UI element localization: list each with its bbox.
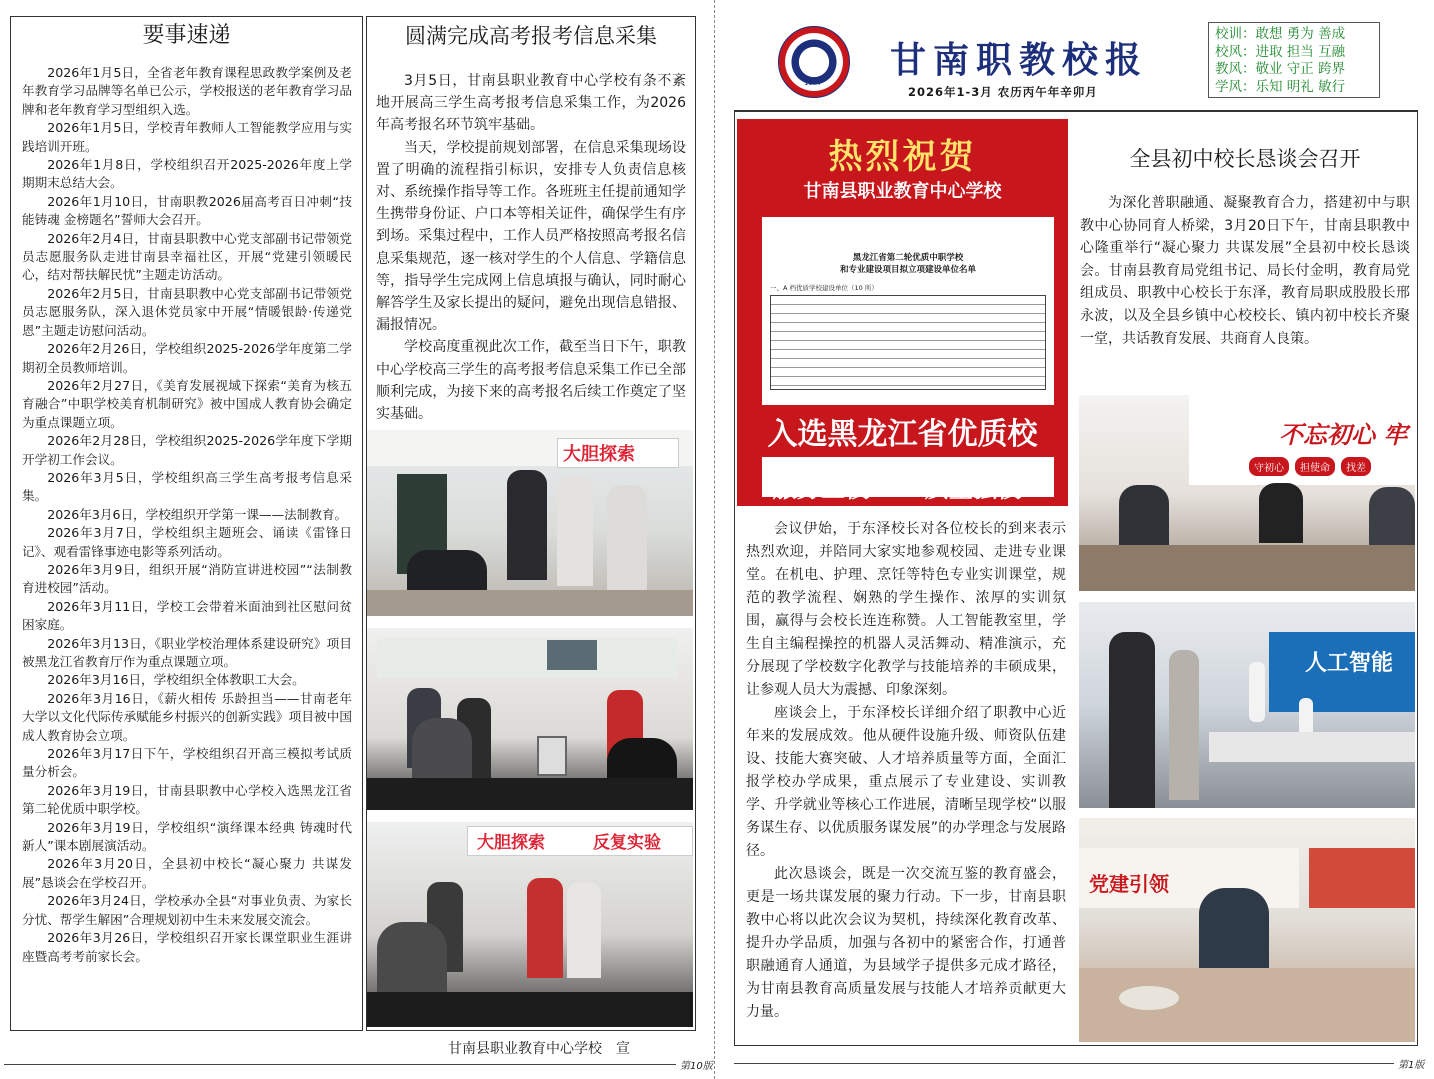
footer-page-number: 第10版 [680, 1061, 713, 1072]
news-item: 2026年3月6日，学校组织开学第一课——法制教育。 [47, 506, 348, 522]
masthead-title: 甘南职教校报 [890, 39, 1149, 81]
doc-title-line: 和专业建设项目拟立项建设单位名单 [839, 265, 976, 275]
poster-slogan: 质量强校 [925, 475, 1021, 503]
photo-info-collection-3 [367, 822, 693, 1027]
photo-meeting-2 [1079, 818, 1415, 1042]
mottos-box [1208, 22, 1380, 98]
news-item: 2026年2月26日，学校组织2025-2026学年度第二学期初全员教师培训。 [22, 341, 352, 375]
motto-line: 教风：敬业 守正 跨界 [1215, 61, 1346, 77]
photo-sign-text: 人工智能 [1305, 651, 1394, 676]
news-item: 2026年2月28日，学校组织2025-2026学年度下学期开学初工作会议。 [22, 433, 352, 467]
photo-tag: 找差 [1341, 457, 1371, 476]
article-paragraph: 会议伊始，于东泽校长对各位校长的到来表示热烈欢迎，并陪同大家实地参观校园、走进专业课堂。在机电、护理、烹饪等特色专业实训课堂，规范的教学流程、娴熟的学生操作、浓厚的实训氛围，赢得与会校长连连称赞。人工智能教室里，学生自主编程操控的机器人灵活舞动、精准演示，充分展现了学校数字化教学与技能培养的丰硕成果，让参观人员大为震撼、印象深刻。 [746, 521, 1066, 698]
footer-publisher: 甘南县职业教育中心学校 宣 [448, 1041, 630, 1057]
motto-line: 学风：乐知 明礼 敏行 [1215, 78, 1346, 95]
news-item: 2026年3月9日，组织开展“消防宣讲进校园”“法制教育进校园”活动。 [22, 561, 352, 596]
news-item: 2026年3月16日，学校组织全体教职工大会。 [47, 672, 305, 688]
poster-headline: 热烈祝贺 [828, 137, 977, 177]
photo-sign-text: 不忘初心 牢 [1279, 421, 1408, 449]
masthead-date: 2026年1-3月 农历丙午年辛卯月 [908, 85, 1098, 99]
motto-line: 校风：进取 担当 互融 [1215, 43, 1346, 60]
poster-school: 甘南县职业教育中心学校 [803, 181, 1002, 202]
photo-meeting-ai-room [1079, 602, 1415, 808]
news-item: 2026年3月11日，学校工会带着米面油到社区慰问贫困家庭。 [22, 598, 352, 633]
photo-info-collection-1 [367, 430, 693, 616]
doc-table [770, 295, 1046, 390]
footer-page-number: 第1版 [1398, 1060, 1425, 1071]
doc-section: 一、A 档优质学校建设单位（10 所） [770, 284, 878, 292]
photo-sign-text: 大胆探索 [563, 444, 635, 465]
doc-title-line: 黑龙江省第二轮优质中职学校 [852, 253, 964, 263]
photo-tag: 担使命 [1295, 457, 1335, 476]
meeting-article-body [746, 518, 1066, 1024]
news-title: 要事速递 [142, 23, 231, 48]
article-title: 圆满完成高考报考信息采集 [405, 24, 657, 48]
article-paragraph: 当天，学校提前规划部署，在信息采集现场设置了明确的流程指引标识，安排专人负责信息核对、系统操作指导等工作。各班班主任提前通知学生携带身份证、户口本等相关证件，确保学生有序到场。采集过程中，工作人员严格按照高考报名信息采集规范，逐一核对学生的个人信息、学籍信息等，指导学生完成网上信息填报与确认，同时耐心解答学生及家长提出的疑问，避免出现信息错报、漏报情况。 [376, 139, 686, 334]
news-item: 2026年1月8日，学校组织召开2025-2026年度上学期期末总结大会。 [22, 157, 352, 191]
footer-divider [4, 1064, 676, 1065]
logo-year: 1977 [804, 79, 822, 87]
news-item: 2026年2月4日，甘南县职教中心党支部副书记带领党员志愿服务队走进甘南县幸福社区，开展“党建引领暖民心，结对帮扶解民忧”主题走访活动。 [22, 230, 352, 283]
photo-info-collection-2 [367, 628, 693, 810]
article-body [376, 70, 686, 425]
page-fold-line [714, 0, 715, 1079]
meeting-article-title: 全县初中校长恳谈会召开 [1129, 147, 1361, 171]
photo-meeting-1 [1079, 395, 1415, 591]
news-item: 2026年3月19日，学校组织“演绎课本经典 铸魂时代新人”课本剧展演活动。 [22, 819, 352, 854]
news-item: 2026年3月24日，学校承办全县“对事业负责、为家长分忧、帮学生解困”合理规划初中生未来发展交流会。 [22, 893, 352, 927]
news-item: 2026年3月16日，《薪火相传 乐龄担当——甘南老年大学以文化代际传承赋能乡村振兴的创新实践》项目被中国成人教育协会立项。 [22, 690, 352, 743]
photo-sign-text: 党建引领 [1089, 872, 1169, 896]
footer-divider [734, 1063, 1394, 1064]
masthead-logo [778, 26, 850, 98]
news-item: 2026年3月26日，学校组织召开家长课堂职业生涯讲座暨高考考前家长会。 [22, 930, 352, 964]
article-paragraph: 座谈会上，于东泽校长详细介绍了职教中心近年来的发展成效。他从硬件设施升级、师资队伍建设、技能大赛突破、人才培养质量等方面，全面汇报学校办学成果，重点展示了专业建设、实训教学、升学就业等核心工作进展，清晰呈现学校“以服务谋生存、以优质服务谋发展”的办学理念与发展路径。 [746, 705, 1066, 859]
news-item: 2026年2月5日，甘南县职教中心党支部副书记带领党员志愿服务队，深入退休党员家中开展“情暖银龄·传递党恩”主题走访慰问活动。 [22, 285, 352, 338]
motto-line: 校训：敢想 勇为 善成 [1215, 26, 1346, 42]
award-poster [737, 119, 1068, 506]
article-paragraph: 此次恳谈会，既是一次交流互鉴的教育盛会，更是一场共谋发展的聚力行动。下一步，甘南县职教中心将以此次会议为契机，持续深化教育改革、提升办学品质，加强与各初中的紧密合作，打通普职融通育人通道，为县域学子提供多元成才路径，为甘南县教育高质量发展与技能人才培养贡献更大力量。 [746, 866, 1066, 1020]
news-item: 2026年3月20日，全县初中校长“凝心聚力 共谋发展”恳谈会在学校召开。 [22, 856, 352, 890]
poster-bottom-headline: 入选黑龙江省优质校 [737, 405, 1068, 457]
news-item: 2026年3月19日，甘南县职教中心学校入选黑龙江省第二轮优质中职学校。 [22, 782, 352, 817]
news-item: 2026年3月5日，学校组织高三学生高考报考信息采集。 [22, 469, 352, 504]
article-paragraph: 学校高度重视此次工作，截至当日下午，职教中心学校高三学生的高考报考信息采集工作已全部顺利完成，为接下来的高考报名后续工作奠定了坚实基础。 [376, 339, 686, 423]
poster-slogan: 服务立校 [773, 475, 869, 503]
news-item: 2026年3月13日，《职业学校治理体系建设研究》项目被黑龙江省教育厅作为重点课题立项。 [22, 635, 352, 669]
news-item: 2026年3月7日，学校组织主题班会、诵读《雷锋日记》、观看雷锋事迹电影等系列活动。 [22, 525, 352, 559]
photo-sign-text: 反复实验 [593, 833, 661, 853]
article-paragraph: 3月5日，甘南县职业教育中心学校有条不紊地开展高三学生高考报考信息采集工作，为2026年高考报名环节筑牢基础。 [376, 73, 686, 134]
photo-sign-text: 大胆探索 [477, 833, 545, 853]
news-list [22, 64, 352, 966]
article-paragraph: 为深化普职融通、凝聚教育合力，搭建初中与职教中心协同育人桥梁，3月20日下午，甘南县职教中心隆重举行“凝心聚力 共谋发展”全县初中校长恳谈会。甘南县教育局党组书记、局长付金明，教育局党组成员、职教中心校长于东泽，教育局职成股股长邢永波，以及全县乡镇中心校校长、镇内初中校长齐聚一堂，共话教育发展、共商育人良策。 [1080, 195, 1410, 347]
news-item: 2026年1月5日，全省老年教育课程思政教学案例及老年教育学习品牌等名单已公示，学校报送的老年教育学习品牌和老年教育学习型组织入选。 [22, 65, 352, 117]
news-item: 2026年3月17日下午，学校组织召开高三模拟考试质量分析会。 [22, 746, 352, 780]
photo-tag: 守初心 [1249, 457, 1289, 476]
news-item: 2026年2月27日，《美育发展视域下探索“美育为核五育融合”中职学校美育机制研究》被中国成人教育协会确定为重点课题立项。 [22, 377, 352, 430]
meeting-article-intro [1080, 192, 1410, 350]
news-item: 2026年1月10日，甘南职教2026届高考百日冲刺“技能铸魂 金榜题名”誓师大会召开。 [22, 193, 352, 228]
news-item: 2026年1月5日，学校青年教师人工智能教学应用与实践培训开班。 [22, 120, 352, 154]
